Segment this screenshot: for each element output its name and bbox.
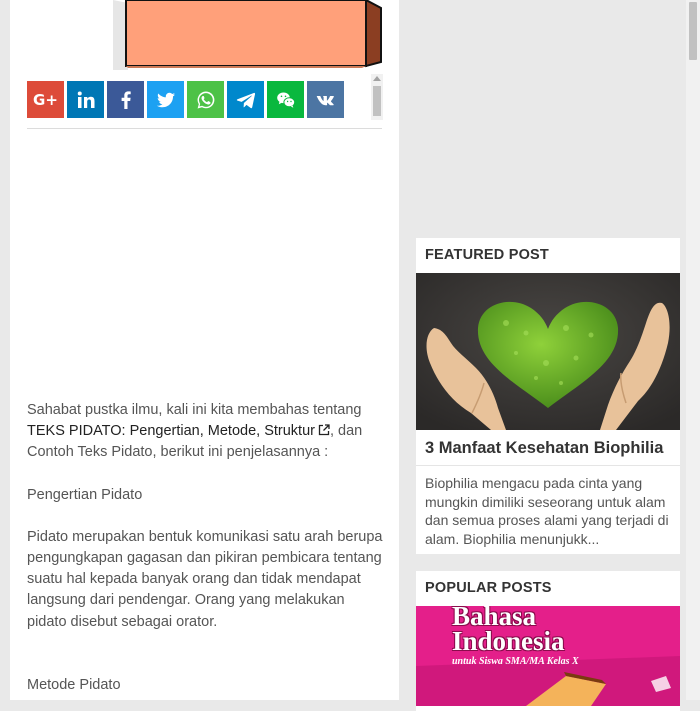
article-body xyxy=(27,400,387,696)
featured-post-image[interactable] xyxy=(416,273,680,430)
intro-paragraph xyxy=(27,400,387,464)
intro-text-end: , dan Contoh Teks Pidato, berikut ini penjelasannya : xyxy=(27,423,363,461)
popular-posts-widget xyxy=(416,571,680,711)
linkedin-icon xyxy=(76,90,96,110)
intro-text: Sahabat pustka ilmu, kali ini kita membahas tentang xyxy=(27,402,362,418)
scroll-up-arrow-icon[interactable] xyxy=(373,76,381,81)
definition-paragraph: Pidato merupakan bentuk komunikasi satu arah berupa pengungkapan gagasan dan pikiran pembicara tentang suatu hal kepada banyak orang dan tidak mendapat langsung dari pendengar. Orang yang melakukan pidato disebut sebagai orator. xyxy=(27,528,383,630)
book-title-line: Bahasa xyxy=(452,606,537,631)
featured-post-widget xyxy=(416,238,680,554)
scrollbar-thumb[interactable] xyxy=(689,2,697,60)
google-plus-icon: G+ xyxy=(33,90,58,109)
vk-share-button[interactable] xyxy=(307,81,344,118)
popular-post-image[interactable] xyxy=(416,606,680,706)
vk-icon xyxy=(316,90,336,110)
wechat-share-button[interactable] xyxy=(267,81,304,118)
telegram-share-button[interactable] xyxy=(227,81,264,118)
book-cover-title xyxy=(452,606,565,654)
widget-title: FEATURED POST xyxy=(425,247,549,263)
article-link-text[interactable]: TEKS PIDATO: Pengertian, Metode, Struktur xyxy=(27,423,315,440)
book-cover-subtitle: untuk Siswa SMA/MA Kelas X xyxy=(452,656,579,667)
wechat-icon xyxy=(276,90,296,110)
scrollbar-thumb[interactable] xyxy=(373,86,381,116)
divider xyxy=(27,128,382,129)
book-title-line: Indonesia xyxy=(452,626,565,656)
twitter-share-button[interactable] xyxy=(147,81,184,118)
widget-title: POPULAR POSTS xyxy=(425,580,552,596)
section-heading: Pengertian Pidato xyxy=(27,486,143,503)
linkedin-share-button[interactable] xyxy=(67,81,104,118)
external-link-icon xyxy=(318,424,330,436)
article-hero-image xyxy=(10,0,399,70)
social-share-bar xyxy=(27,81,344,118)
featured-post-title[interactable]: 3 Manfaat Kesehatan Biophilia xyxy=(425,439,664,457)
whatsapp-share-button[interactable] xyxy=(187,81,224,118)
main-content xyxy=(10,0,399,700)
whatsapp-icon xyxy=(196,90,216,110)
section-heading: Metode Pidato xyxy=(27,676,121,693)
page-scrollbar[interactable] xyxy=(686,0,700,700)
telegram-icon xyxy=(236,90,256,110)
featured-post-excerpt: Biophilia mengacu pada cinta yang mungkin dimiliki seseorang untuk alam dan semua proses alami yang terjadi di alam. Biophilia menunjukk... xyxy=(425,475,669,547)
divider xyxy=(416,465,680,466)
article-link[interactable] xyxy=(27,423,330,439)
facebook-share-button[interactable] xyxy=(107,81,144,118)
twitter-icon xyxy=(156,90,176,110)
share-bar-scrollbar[interactable] xyxy=(371,74,383,120)
google-plus-share-button[interactable] xyxy=(27,81,64,118)
facebook-icon xyxy=(116,90,136,110)
